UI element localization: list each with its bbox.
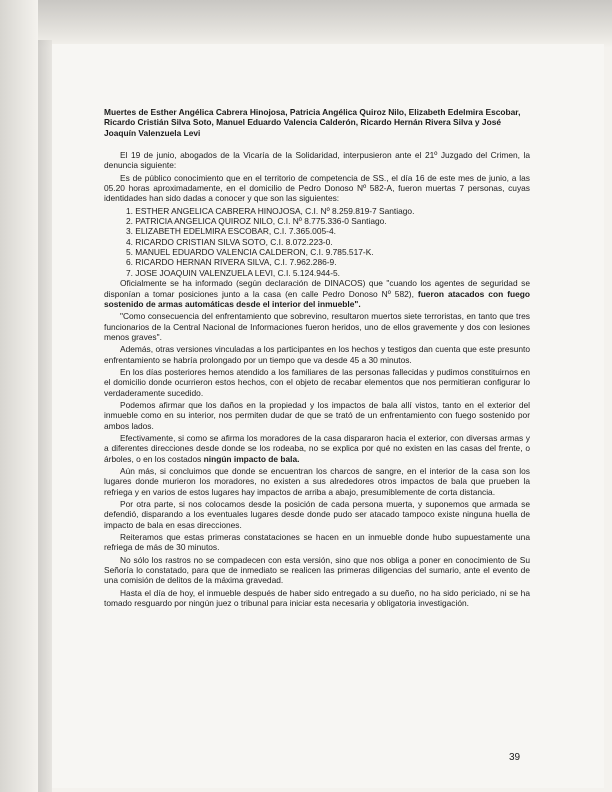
paragraph-12: No sólo los rastros no se compadecen con esta versión, sino que nos obliga a poner en conocimiento de Su Señoría lo constatado, para que de inmediato se realicen las primeras diligencias del sumario, ante el evento de una comisión de delitos de la máxima gravedad. <box>104 554 530 586</box>
section-heading: Muertes de Esther Angélica Cabrera Hinojosa, Patricia Angélica Quiroz Nilo, Elizabeth Edelmira Escobar, Ricardo Cristián Silva Soto, Manuel Eduardo Valencia Calderón, Ricardo Hernán Rivera Silva y José Joaquín Valenzuela Levi <box>104 107 521 138</box>
page-number: 39 <box>509 752 521 763</box>
paragraph-3-bold: fueron atacados con fuego sostenido de armas automáticas desde el interior del inmueble". <box>104 288 530 309</box>
list-item: 2. PATRICIA ANGELICA QUIROZ NILO, C.I. Nº 8.775.336-0 Santiago. <box>126 216 387 227</box>
paragraph-4: "Como consecuencia del enfrentamiento que sobrevino, resultaron muertos siete terroristas, en tanto que tres funcionarios de la Central Nacional de Informaciones fueron heridos, uno de ellos gravemente y dos con lesiones menos graves". <box>104 311 530 342</box>
paragraph-8 <box>104 433 530 464</box>
paragraph-3 <box>104 278 530 309</box>
paragraph-13: Hasta el día de hoy, el inmueble después de haber sido entregado a su dueño, no ha sido periciado, ni se ha tomado resguardo por ningún juez o tribunal para iniciar esta necesaria y obligatoria investigación. <box>104 587 530 609</box>
list-item: 5. MANUEL EDUARDO VALENCIA CALDERON, C.I. 9.785.517-K. <box>126 247 374 258</box>
scan-page-edge <box>38 40 52 792</box>
list-item: 3. ELIZABETH EDELMIRA ESCOBAR, C.I. 7.365.005-4. <box>126 226 336 237</box>
document-body <box>104 107 530 610</box>
paragraph-3-text: Oficialmente se ha informado (según declaración de DINACOS) que "cuando los agentes de seguridad se disponían a tomar posiciones junto a la casa (en calle Pedro Donoso Nº 582), <box>104 278 530 299</box>
scan-shadow-left <box>0 0 38 792</box>
paragraph-1: El 19 de junio, abogados de la Vicaría de la Solidaridad, interpusieron ante el 21º Juzgado del Crimen, la denuncia siguiente: <box>104 150 530 171</box>
paragraph-8-bold: ningún impacto de bala. <box>203 453 300 464</box>
list-item: 1. ESTHER ANGELICA CABRERA HINOJOSA, C.I. Nº 8.259.819-7 Santiago. <box>126 205 415 216</box>
paragraph-6: En los días posteriores hemos atendido a los familiares de las personas fallecidas y pudimos constituirnos en el domicilio donde ocurrieron estos hechos, con el objeto de recabar elementos que nos permitieran configurar lo verdaderamente sucedido. <box>104 366 530 398</box>
list-item: 4. RICARDO CRISTIAN SILVA SOTO, C.I. 8.072.223-0. <box>126 236 333 247</box>
paragraph-10: Por otra parte, si nos colocamos desde la posición de cada persona muerta, y suponemos que armada se defendió, disparando a los eventuales lugares desde donde pudo ser atacado tampoco existe ninguna huella de impacto de bala en esas direcciones. <box>104 499 530 530</box>
paragraph-5: Además, otras versiones vinculadas a los participantes en los hechos y testigos dan cuenta que este presunto enfrentamiento se habría prolongado por un tiempo que va desde 45 a 30 minutos. <box>104 344 530 365</box>
list-item: 7. JOSE JOAQUIN VALENZUELA LEVI, C.I. 5.124.944-5. <box>126 267 340 278</box>
paragraph-9: Aún más, si concluimos que donde se encuentran los charcos de sangre, en el interior de la casa son los lugares donde murieron los moradores, no existen a sus alrededores otros impactos de bala que prueben la refriega y en varios de estos lugares hay impactos de arriba a abajo, presumiblemente de corta distancia. <box>104 466 530 497</box>
scan-shadow-top <box>0 0 612 48</box>
paragraph-11: Reiteramos que estas primeras constataciones se hacen en un inmueble donde hubo supuestamente una refriega de más de 30 minutos. <box>104 532 530 553</box>
paragraph-8-text: Efectivamente, si como se afirma los moradores de la casa dispararon hacia el exterior, con diversas armas y a diferentes direcciones desde donde se los rodeaba, no se explica por qué no existen en las casas del frente, o árboles, o en los costados <box>104 432 530 464</box>
paragraph-2: Es de público conocimiento que en el territorio de competencia de SS., el día 16 de este mes de junio, a las 05.20 horas aproximadamente, en el domicilio de Pedro Donoso Nº 582-A, fueron muertas 7 personas, cuyas identidades han sido dadas a conocer y que son las siguientes: <box>104 172 530 204</box>
paragraph-7: Podemos afirmar que los daños en la propiedad y los impactos de bala allí vistos, tanto en el exterior del inmueble como en su interior, nos permiten dudar de que se trató de un enfrentamiento con fuego sostenido por ambos lados. <box>104 399 530 431</box>
victim-list <box>104 206 530 278</box>
list-item: 6. RICARDO HERNAN RIVERA SILVA, C.I. 7.962.286-9. <box>126 257 337 268</box>
